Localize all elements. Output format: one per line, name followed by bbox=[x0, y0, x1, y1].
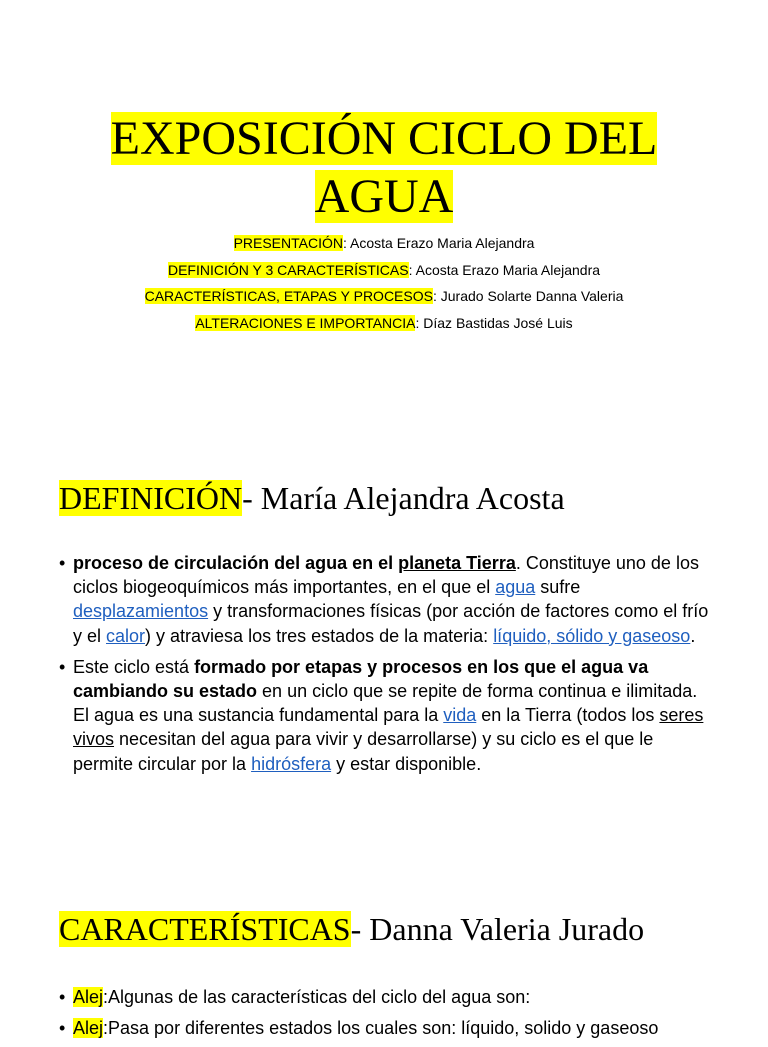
characteristics-heading bbox=[59, 910, 644, 948]
title-line-2: AGUA bbox=[314, 170, 454, 223]
bold-text: proceso de circulación del agua en el bbox=[73, 553, 399, 573]
credits-block bbox=[0, 230, 768, 336]
credit-name: : Díaz Bastidas José Luis bbox=[415, 314, 573, 331]
body-text: necesitan del agua para vivir y desarrollarse) y su ciclo es el que le permite circular por la bbox=[73, 729, 654, 774]
bold-text: formado por etapas y procesos en los que el agua va cambiando su estado bbox=[73, 656, 649, 702]
definition-author: - María Alejandra Acosta bbox=[242, 480, 565, 516]
link-vida[interactable]: vida bbox=[443, 705, 477, 726]
bold-underline-text: planeta Tierra bbox=[398, 553, 516, 573]
body-text: en la Tierra (todos los bbox=[476, 705, 660, 726]
body-text: . bbox=[690, 625, 696, 646]
body-text: :Pasa por diferentes estados los cuales son: líquido, solido y gaseoso bbox=[103, 1018, 659, 1039]
underlined-text: seres vivos bbox=[73, 705, 704, 750]
author-tag: Alej bbox=[73, 987, 104, 1007]
definition-bullets bbox=[59, 551, 709, 783]
body-text: . Constituye uno de los ciclos biogeoquímicos más importantes, en el que el bbox=[73, 553, 699, 598]
definition-heading bbox=[59, 479, 565, 517]
credit-name: : Jurado Solarte Danna Valeria bbox=[432, 288, 624, 304]
definition-heading-label: DEFINICIÓN bbox=[59, 480, 243, 516]
credit-line bbox=[0, 283, 768, 310]
link-desplazamientos[interactable]: desplazamientos bbox=[73, 601, 209, 622]
body-text: ) y atraviesa los tres estados de la materia: bbox=[145, 625, 494, 646]
credit-line bbox=[0, 257, 768, 284]
credit-name: : Acosta Erazo Maria Alejandra bbox=[408, 261, 601, 278]
credit-role: ALTERACIONES E IMPORTANCIA bbox=[195, 314, 416, 331]
bullet-item bbox=[59, 985, 709, 1009]
credit-role: PRESENTACIÓN bbox=[233, 235, 343, 251]
body-text: y estar disponible. bbox=[331, 753, 482, 774]
characteristics-heading-label: CARACTERÍSTICAS bbox=[59, 911, 351, 947]
body-text: en un ciclo que se repite de forma continua e ilimitada. El agua es una sustancia fundamental para la bbox=[73, 681, 698, 726]
author-tag: Alej bbox=[73, 1018, 104, 1039]
credit-role: DEFINICIÓN Y 3 CARACTERÍSTICAS bbox=[167, 261, 409, 278]
characteristics-author: - Danna Valeria Jurado bbox=[350, 911, 645, 947]
bullet-item bbox=[59, 551, 709, 648]
link-calor[interactable]: calor bbox=[106, 625, 146, 646]
body-text: y transformaciones físicas (por acción de factores como el frío y el bbox=[73, 601, 709, 646]
credit-line bbox=[0, 310, 768, 337]
link-hidrosfera[interactable]: hidrósfera bbox=[251, 753, 332, 774]
body-text: Este ciclo está bbox=[73, 656, 195, 677]
bullet-item bbox=[59, 1016, 709, 1040]
body-text: sufre bbox=[535, 577, 581, 598]
title-line-1: EXPOSICIÓN CICLO DEL bbox=[110, 112, 658, 165]
credit-role: CARACTERÍSTICAS, ETAPAS Y PROCESOS bbox=[144, 288, 433, 304]
bullet-item bbox=[59, 655, 709, 776]
characteristics-bullets bbox=[59, 985, 709, 1047]
credit-name: : Acosta Erazo Maria Alejandra bbox=[343, 235, 535, 251]
document-title bbox=[0, 110, 768, 226]
link-estados[interactable]: líquido, sólido y gaseoso bbox=[493, 625, 691, 646]
link-agua[interactable]: agua bbox=[495, 577, 536, 598]
credit-line bbox=[0, 230, 768, 257]
body-text: :Algunas de las características del ciclo del agua son: bbox=[103, 987, 531, 1007]
